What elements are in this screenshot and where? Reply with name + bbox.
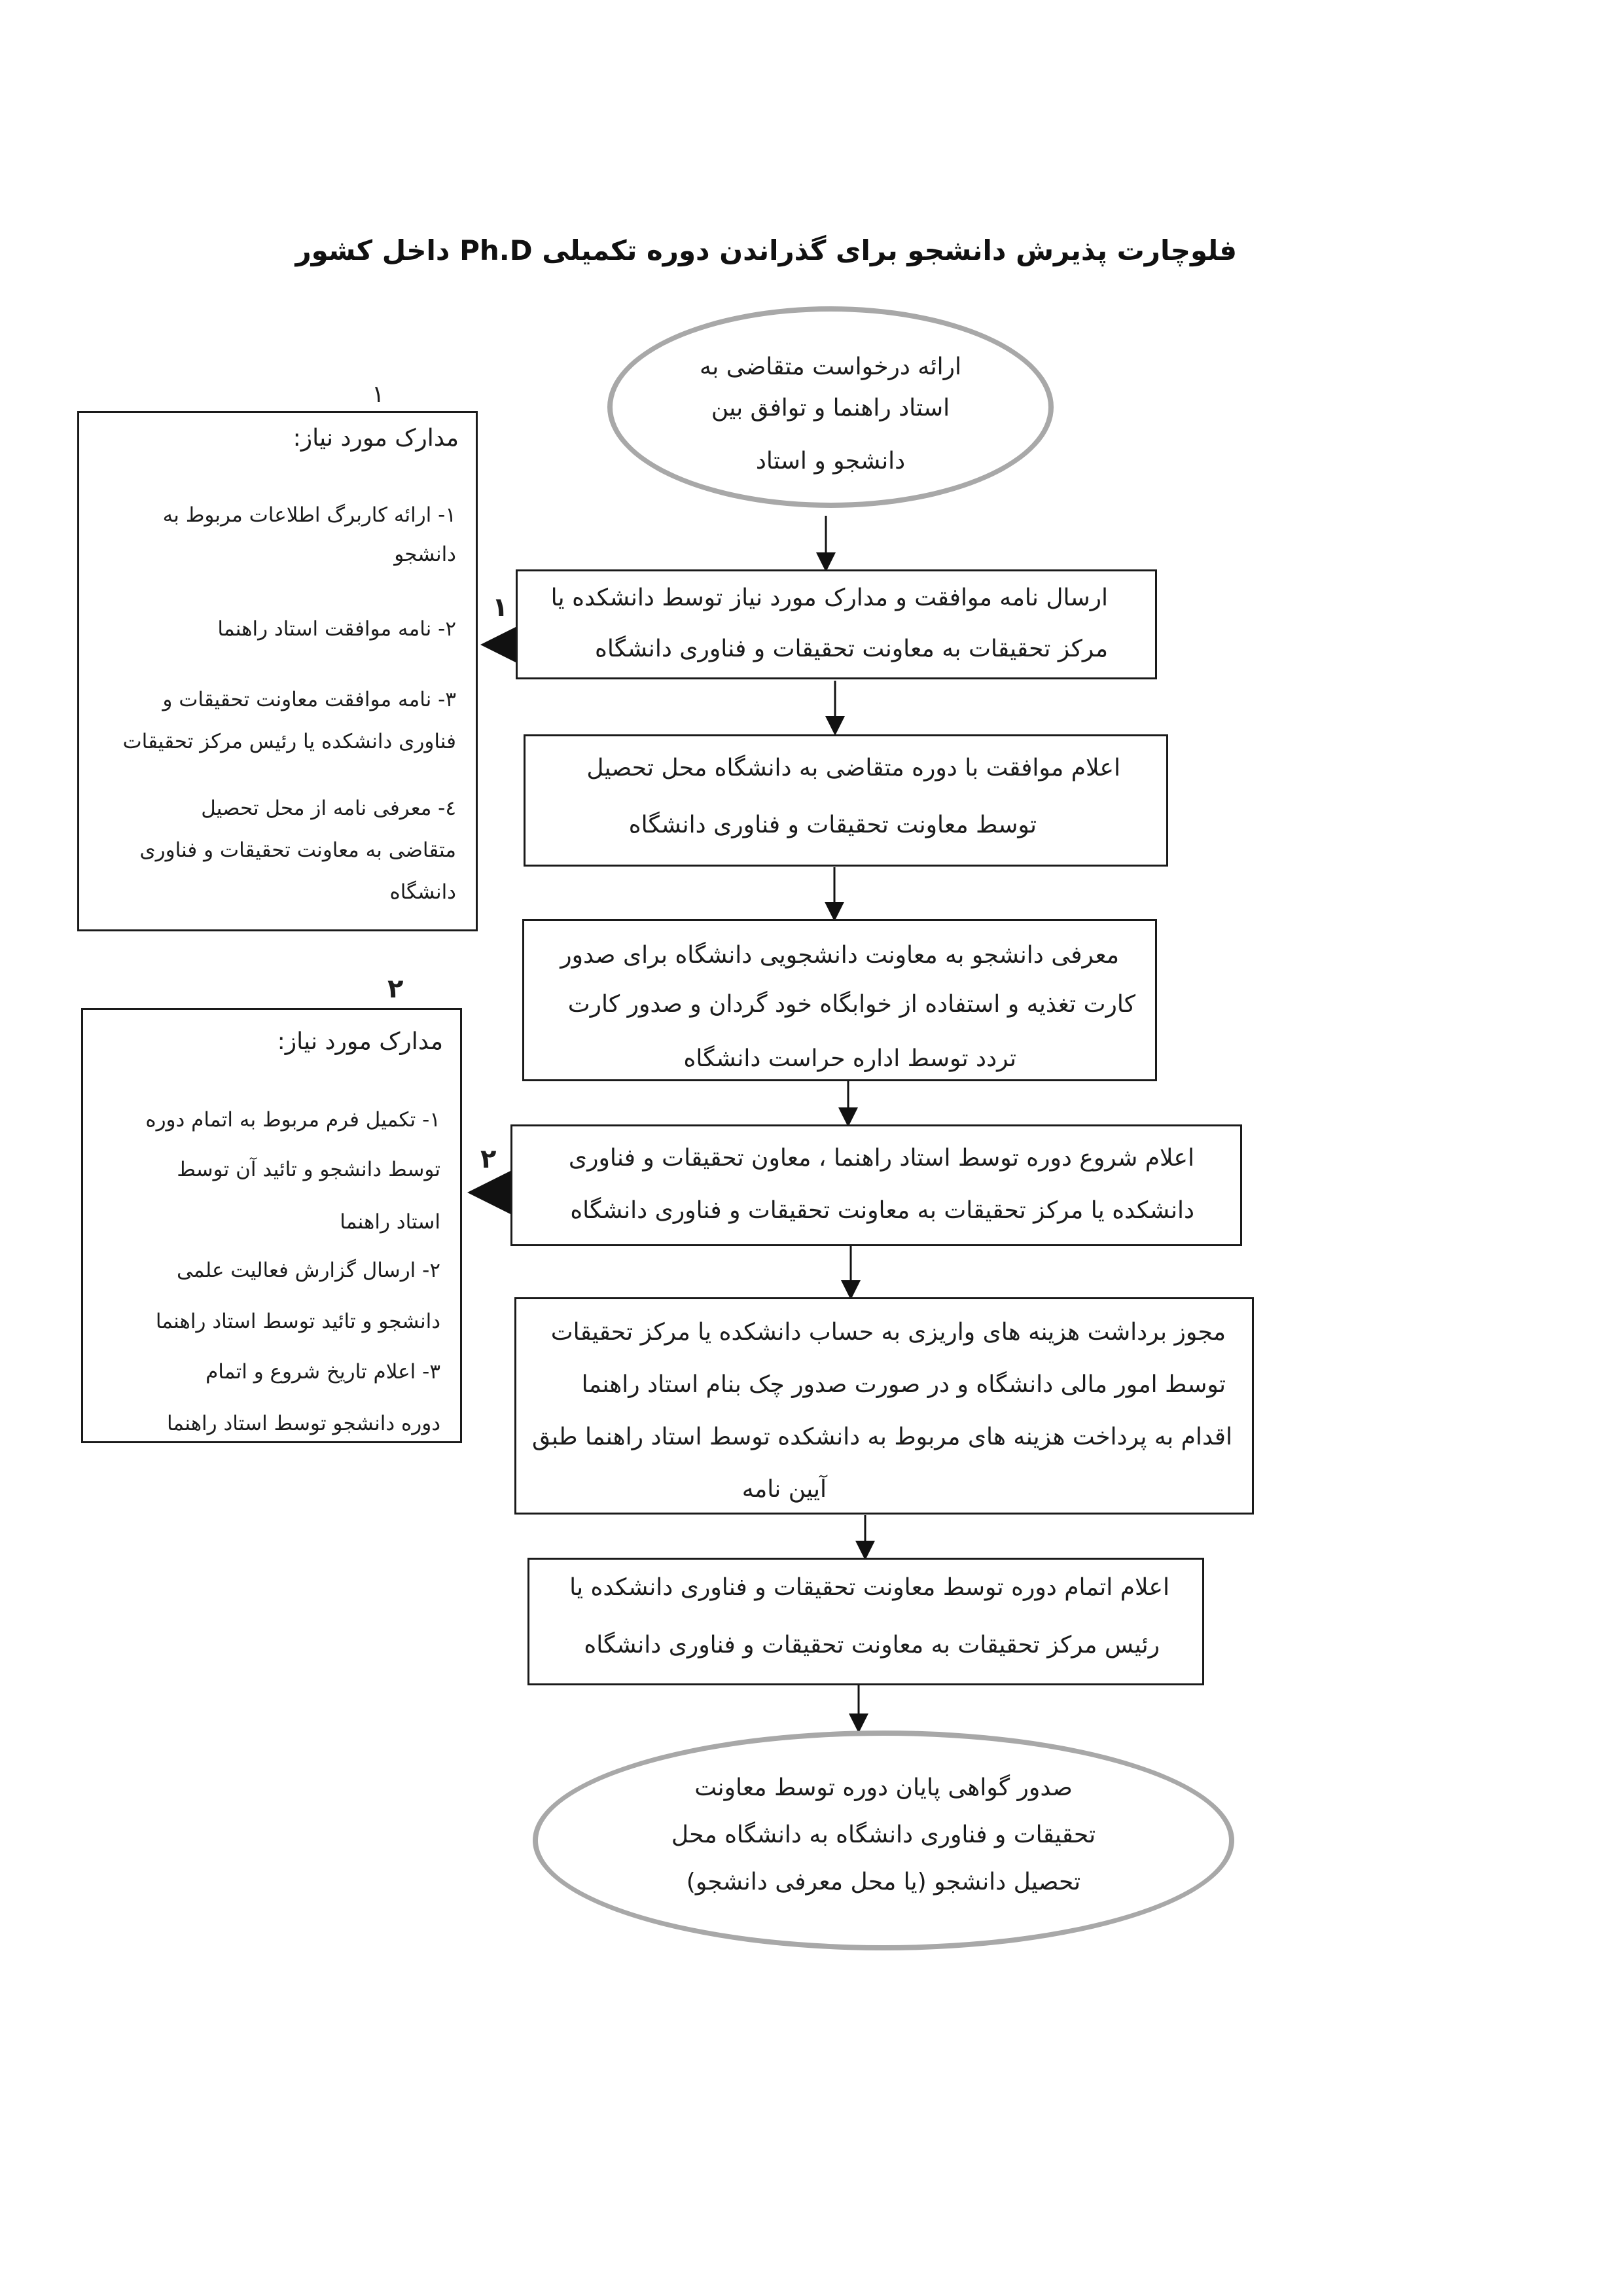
step5-line-2: توسط امور مالی دانشگاه و در صورت صدور چک بنام استاد راهنما: [581, 1371, 1226, 1398]
side1-item-3-cont: فناوری دانشکده یا رئیس مرکز تحقیقات: [122, 730, 456, 753]
side2-item-2-cont: دانشجو و تائید توسط استاد راهنما: [155, 1310, 440, 1333]
step3-line-1: معرفی دانشجو به معاونت دانشجویی دانشگاه برای صدور: [560, 942, 1119, 969]
side2-heading: مدارک مورد نیاز:: [277, 1028, 443, 1055]
end-line-1: صدور گواهی پایان دوره توسط معاونت: [694, 1774, 1073, 1801]
end-line-2: تحقیقات و فناوری دانشگاه به دانشگاه محل: [671, 1821, 1096, 1848]
step2-line-1: اعلام موافقت با دوره متقاضی به دانشگاه محل تحصیل: [586, 755, 1120, 781]
required-documents-box-2: [81, 1008, 462, 1443]
side2-top-marker: ۲: [387, 974, 404, 1004]
side1-heading: مدارک مورد نیاز:: [293, 425, 459, 452]
step4-line-2: دانشکده یا مرکز تحقیقات به معاونت تحقیقات و فناوری دانشگاه: [570, 1197, 1194, 1224]
flowchart-title: فلوچارت پذیرش دانشجو برای گذراندن دوره تکمیلی Ph.D داخل کشور: [295, 234, 1237, 266]
step-introduce-student: [522, 919, 1157, 1081]
side2-item-2: ۲- ارسال گزارش فعالیت علمی: [176, 1259, 440, 1282]
side1-top-marker: ۱: [372, 381, 385, 408]
side2-arrow-marker: ۲: [480, 1144, 497, 1174]
step-announce-course-end: [527, 1558, 1204, 1685]
side1-item-3: ۳- نامه موافقت معاونت تحقیقات و: [162, 688, 456, 711]
step5-line-3: اقدام به پرداخت هزینه های مربوط به دانشکده توسط استاد راهنما طبق: [532, 1424, 1232, 1450]
step2-line-2: توسط معاونت تحقیقات و فناوری دانشگاه: [628, 812, 1037, 838]
start-line-2: استاد راهنما و توافق بین: [711, 395, 950, 422]
step1-line-1: ارسال نامه موافقت و مدارک مورد نیاز توسط دانشکده یا: [550, 584, 1108, 611]
step5-line-1: مجوز برداشت هزینه های واریزی به حساب دانشکده یا مرکز تحقیقات: [550, 1319, 1226, 1346]
side1-item-2: ۲- نامه موافقت استاد راهنما: [217, 617, 456, 641]
side1-item-1: ۱- ارائه کاربرگ اطلاعات مربوط به: [162, 503, 456, 527]
side2-item-3: ۳- اعلام تاریخ شروع و اتمام: [205, 1360, 440, 1384]
step-announce-course-start: [510, 1124, 1242, 1246]
step3-line-2: کارت تغذیه و استفاده از خوابگاه خود گردان و صدور کارت: [567, 991, 1135, 1018]
side2-item-1: ۱- تکمیل فرم مربوط به اتمام دوره: [145, 1108, 440, 1132]
step4-line-1: اعلام شروع دوره توسط استاد راهنما ، معاون تحقیقات و فناوری: [568, 1145, 1194, 1172]
step1-line-2: مرکز تحقیقات به معاونت تحقیقات و فناوری دانشگاه: [594, 636, 1108, 662]
step-payment-authorization: [514, 1297, 1254, 1515]
side2-item-1-cont: توسط دانشجو و تائید آن توسط: [177, 1158, 440, 1181]
step-announce-approval: [524, 734, 1168, 867]
side1-item-1-cont: دانشجو: [394, 543, 456, 566]
side1-item-4: ٤- معرفی نامه از محل تحصیل: [201, 797, 456, 820]
side1-item-4-cont2: دانشگاه: [389, 880, 456, 904]
step6-line-2: رئیس مرکز تحقیقات به معاونت تحقیقات و فناوری دانشگاه: [584, 1632, 1160, 1659]
end-line-3: تحصیل دانشجو (یا محل معرفی دانشجو): [686, 1869, 1081, 1895]
start-terminal: [607, 306, 1054, 508]
step3-line-3: تردد توسط اداره حراست دانشگاه: [683, 1045, 1016, 1072]
side1-arrow-marker: ۱: [492, 592, 508, 622]
step5-line-4: آیین نامه: [741, 1476, 827, 1503]
required-documents-box-1: [77, 411, 478, 931]
side2-item-3-cont: دوره دانشجو توسط استاد راهنما: [166, 1412, 440, 1435]
start-line-3: دانشجو و استاد: [755, 448, 906, 475]
start-line-1: ارائه درخواست متقاضی به: [699, 353, 962, 380]
end-terminal: [533, 1731, 1234, 1950]
step-send-approval-letter: [516, 569, 1157, 679]
side2-item-1-cont2: استاد راهنما: [340, 1210, 440, 1234]
step6-line-1: اعلام اتمام دوره توسط معاونت تحقیقات و فناوری دانشکده یا: [569, 1574, 1169, 1601]
side1-item-4-cont: متقاضی به معاونت تحقیقات و فناوری: [139, 838, 456, 862]
